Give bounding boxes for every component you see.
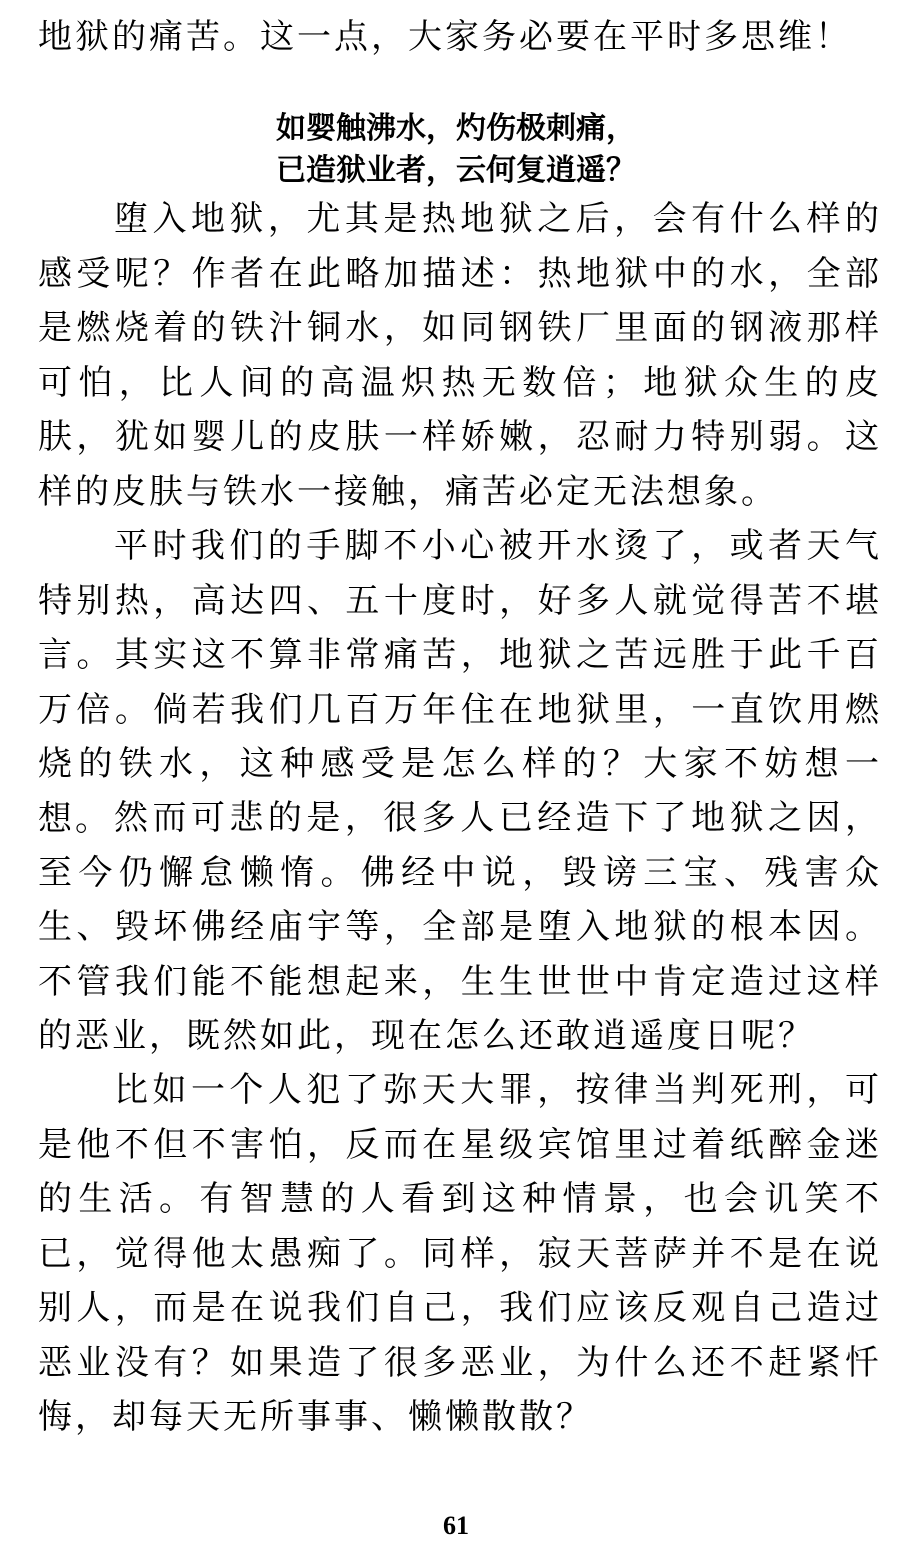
- paragraph-1: 堕入地狱，尤其是热地狱之后，会有什么样的感受呢？作者在此略加描述：热地狱中的水，全部是燃烧着的铁汁铜水，如同钢铁厂里面的钢液那样可怕，比人间的高温炽热无数倍；地狱众生的皮肤，犹如婴儿的皮肤一样娇嫩，忍耐力特别弱。这样的皮肤与铁水一接触，痛苦必定无法想象。: [38, 199, 882, 512]
- verse-line-2: 已造狱业者，云何复逍遥？: [276, 153, 636, 188]
- lead-in-paragraph: 地狱的痛苦。这一点，大家务必要在平时多思维！: [38, 17, 852, 57]
- verse-line-1: 如婴触沸水，灼伤极刺痛，: [276, 111, 636, 146]
- page-number: 61: [443, 1511, 469, 1540]
- paragraph-2: 平时我们的手脚不小心被开水烫了，或者天气特别热，高达四、五十度时，好多人就觉得苦不堪言。其实这不算非常痛苦，地狱之苦远胜于此千百万倍。倘若我们几百万年住在地狱里，一直饮用燃烧的铁水，这种感受是怎么样的？大家不妨想一想。: [38, 526, 882, 839]
- paragraph-4: 比如一个人犯了弥天大罪，按律当判死刑，可是他不但不害怕，反而在星级宾馆里过着纸醉金迷的生活。有智慧的人看到这种情景，也会讥笑不已，觉得他太愚痴了。同样，寂天菩萨并不是在说别人，而是在说我们自己，我们应该反观自己造过恶业没有？如果造了很多恶业，为什么还不赶紧忏悔，却每天无所事事、懒懒散散？: [38, 1070, 882, 1437]
- verse-block: [0, 108, 912, 192]
- paragraph-3: 然而可悲的是，很多人已经造下了地狱之因，至今仍懈怠懒惰。佛经中说，毁谤三宝、残害众生、毁坏佛经庙宇等，全部是堕入地狱的根本因。不管我们能不能想起来，生生世世中肯定造过这样的恶业，既然如此，现在怎么还敢逍遥度日呢？: [38, 798, 882, 1056]
